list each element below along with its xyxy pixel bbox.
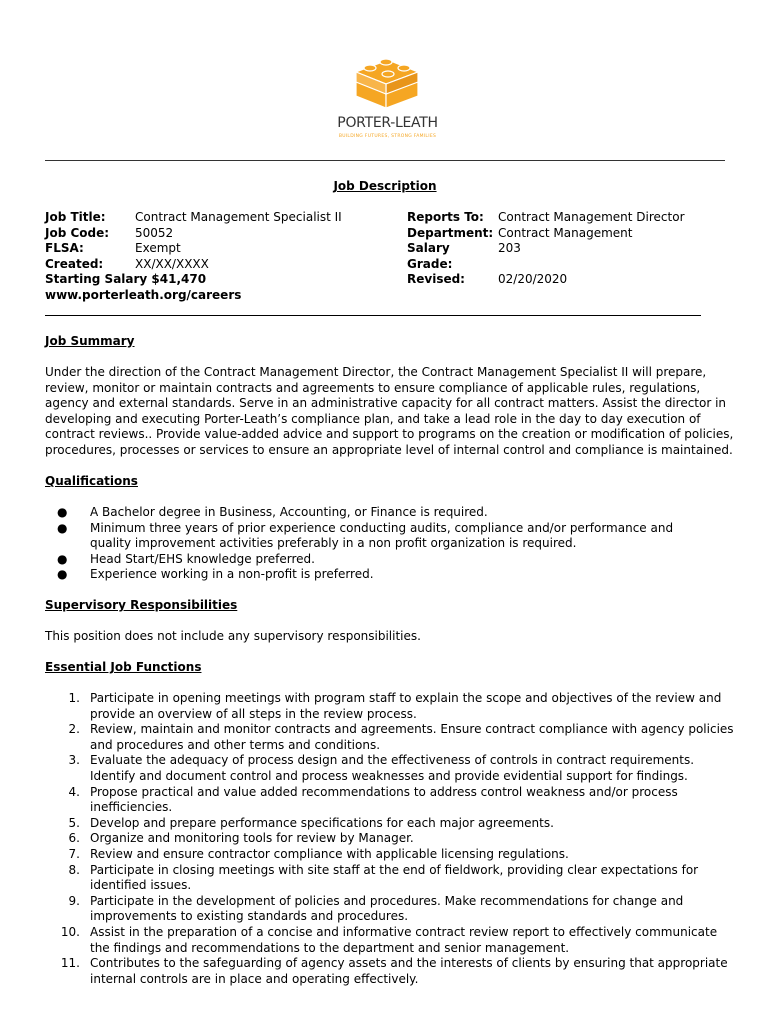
list-item: 3. Evaluate the adequacy of process design and the effectiveness of controls in contract requirements. Identify and document control and process weaknesses and provide evidential support for findings.: [68, 753, 695, 783]
starting-salary: Starting Salary $41,470: [45, 272, 207, 286]
meta-label: Job Code:: [45, 225, 110, 240]
logo-tagline: BUILDING FUTURES, STRONG FAMILIES: [338, 134, 437, 139]
supervisory-text: This position does not include any supervisory responsibilities.: [45, 629, 421, 643]
list-item: 11. Contributes to the safeguarding of agency assets and the interests of clients by ensuring that appropriate internal controls are in place and operating effectively.: [60, 956, 728, 986]
bullet-icon: ●: [57, 551, 68, 566]
list-item: 1. Participate in opening meetings with program staff to explain the scope and objectives of the review and provide an overview of all steps in the review process.: [68, 691, 722, 721]
list-item: 4. Propose practical and value added recommendations to address control weakness and/or process inefficiencies.: [68, 784, 678, 815]
meta-row-created: [45, 257, 342, 273]
list-item: 10. Assist in the preparation of a concise and informative contract review report to effectively communicate the findings and recommendations to the department and senior management.: [60, 924, 718, 955]
list-item: 5. Develop and prepare performance specifications for each major agreements.: [68, 815, 554, 830]
meta-value: Contract Management: [498, 225, 633, 240]
meta-label: FLSA:: [45, 241, 84, 255]
meta-value: Exempt: [135, 241, 181, 255]
meta-row-salary-grade: [407, 241, 685, 272]
job-meta-left: [45, 210, 342, 272]
meta-label: Salary Grade:: [407, 241, 453, 271]
meta-label: Revised:: [407, 272, 465, 286]
supervisory-heading: Supervisory Responsibilities: [45, 598, 238, 612]
meta-label: Department:: [407, 225, 494, 240]
list-item: 7. Review and ensure contractor compliance with applicable licensing regulations.: [68, 846, 569, 861]
meta-value: 203: [498, 241, 521, 255]
page-title: Job Description: [333, 179, 437, 193]
meta-row-job-code: [45, 226, 342, 242]
bullet-icon: ●: [57, 505, 68, 519]
meta-value: 50052: [135, 225, 174, 240]
meta-value: Contract Management Director: [498, 210, 685, 224]
careers-link[interactable]: www.porterleath.org/careers: [45, 288, 242, 302]
meta-label: Job Title:: [45, 210, 106, 224]
essential-functions-list: [45, 691, 735, 987]
job-meta-right: [407, 210, 685, 288]
job-summary-heading: Job Summary: [45, 334, 135, 348]
meta-value: Contract Management Specialist II: [135, 210, 342, 224]
meta-label: Created:: [45, 256, 104, 271]
job-summary-text: Under the direction of the Contract Management Director, the Contract Management Specialist II will prepare, review, monitor or maintain contracts and agreements to ensure compliance of applicable rules, regulations, agency and external standards. Serve in an administrative capacity for all contract matters. Assist the director in developing and executing Porter-Leath’s compliance plan, and take a lead role in the day to day execution of contract reviews.. Provide value-added advice and support to programs on the creation or modification of policies, procedures, processes or services to ensure an appropriate level of internal control and compliance is maintained.: [45, 365, 734, 457]
list-item: ● Head Start/EHS knowledge preferred.: [57, 551, 315, 566]
section-divider: [45, 315, 701, 316]
meta-value: 02/20/2020: [498, 272, 568, 286]
list-item: 8. Participate in closing meetings with site staff at the end of fieldwork, providing clear expectations for identified issues.: [68, 862, 699, 893]
bullet-icon: ●: [57, 520, 68, 535]
list-item: ● A Bachelor degree in Business, Accounting, or Finance is required.: [57, 505, 488, 519]
lego-brick-icon: [346, 50, 428, 110]
meta-row-job-title: [45, 210, 342, 226]
meta-row-reports-to: [407, 210, 685, 226]
qualifications-list: [45, 505, 705, 583]
meta-row-department: [407, 226, 685, 242]
porter-leath-logo: [330, 50, 445, 142]
list-item: 9. Participate in the development of policies and procedures. Make recommendations for change and improvements to existing standards and procedures.: [68, 893, 684, 924]
header-divider: [45, 160, 725, 161]
essential-functions-heading: Essential Job Functions: [45, 660, 202, 674]
logo-wordmark: PORTER-LEATH: [337, 115, 438, 131]
list-item: 6. Organize and monitoring tools for review by Manager.: [68, 831, 414, 846]
list-item: ● Experience working in a non-profit is preferred.: [57, 567, 374, 582]
meta-row-flsa: [45, 241, 342, 257]
qualifications-heading: Qualifications: [45, 474, 138, 488]
meta-value: XX/XX/XXXX: [135, 256, 209, 271]
meta-row-revised: [407, 272, 685, 288]
bullet-icon: ●: [57, 567, 68, 582]
meta-label: Reports To:: [407, 210, 484, 224]
list-item: 2. Review, maintain and monitor contracts and agreements. Ensure contract compliance with agency policies and procedures and other terms and conditions.: [68, 722, 734, 752]
list-item: ● Minimum three years of prior experience conducting audits, compliance and/or performance and quality improvement activities preferably in a non profit organization is required.: [57, 520, 674, 551]
